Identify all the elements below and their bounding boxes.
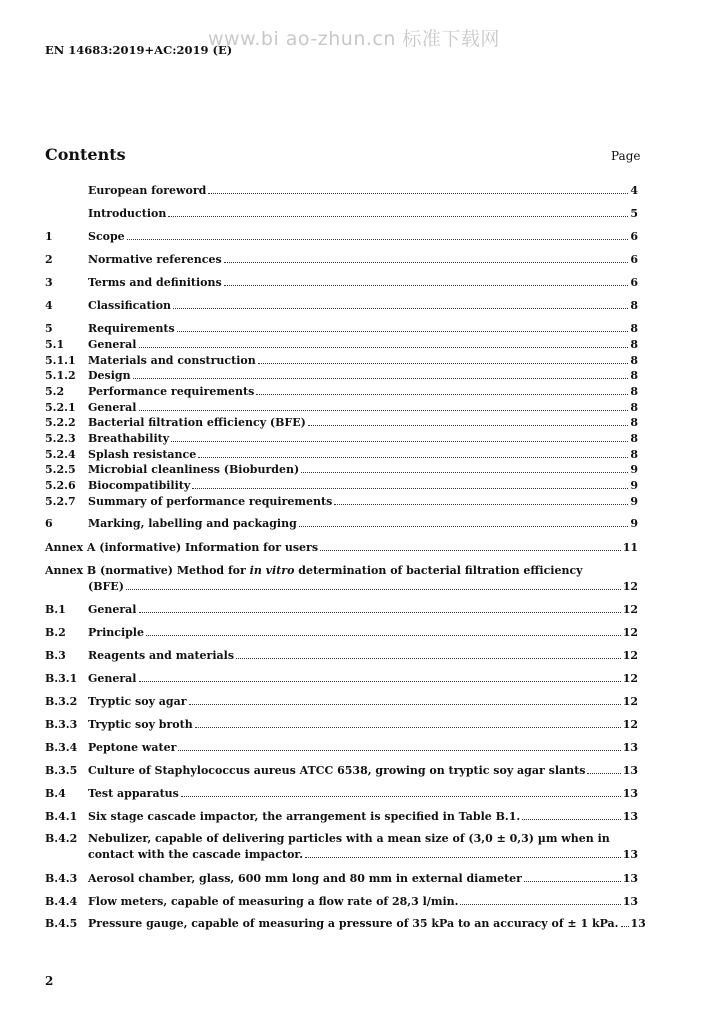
leader-dots: [208, 193, 628, 194]
leader-dots: [127, 239, 629, 240]
toc-entry-page: 8: [630, 416, 638, 429]
toc-entry-number: B.4.5: [45, 917, 78, 930]
toc-entry[interactable]: [45, 541, 638, 555]
toc-entry-title: Classification: [88, 299, 172, 312]
toc-entry-number: 5.2.2: [45, 416, 76, 429]
toc-entry-page: 8: [630, 338, 638, 351]
leader-dots: [139, 612, 621, 613]
toc-entry-page: 6: [630, 253, 638, 266]
leader-dots: [139, 681, 621, 682]
toc-entry-page: 12: [622, 718, 638, 731]
toc-entry-title: Principle: [88, 626, 144, 639]
toc-entry-page: 9: [630, 479, 638, 492]
toc-entry-title: Tryptic soy agar: [88, 695, 187, 708]
toc-entry-title: General: [88, 338, 137, 351]
toc-entry-continuation[interactable]: [88, 848, 638, 862]
toc-entry[interactable]: [45, 463, 638, 477]
toc-entry-page: 13: [622, 848, 638, 861]
toc-entry[interactable]: [45, 695, 638, 709]
toc-entry-title: Splash resistance: [88, 448, 197, 461]
leader-dots: [133, 378, 629, 379]
toc-entry-number: B.3.5: [45, 764, 78, 777]
toc-entry-number: 5.1.2: [45, 369, 76, 382]
toc-entry-number: B.3.1: [45, 672, 78, 685]
leader-dots: [320, 550, 621, 551]
toc-entry[interactable]: [45, 718, 638, 732]
toc-entry-number: 6: [45, 517, 53, 530]
toc-entry-number: B.3.3: [45, 718, 78, 731]
toc-entry[interactable]: [45, 517, 638, 531]
toc-entry-number: 5.2.1: [45, 401, 76, 414]
toc-entry[interactable]: [45, 810, 638, 824]
toc-entry-title: Bacterial filtration efficiency (BFE): [88, 416, 306, 429]
toc-entry-number: B.4: [45, 787, 66, 800]
toc-entry-number: B.3.4: [45, 741, 78, 754]
toc-entry-page: 8: [630, 354, 638, 367]
toc-entry-page: 11: [622, 541, 638, 554]
leader-dots: [224, 285, 629, 286]
toc-entry-number: 5.2.4: [45, 448, 76, 461]
leader-dots: [192, 488, 628, 489]
toc-entry-number: B.4.3: [45, 872, 78, 885]
leader-dots: [258, 363, 629, 364]
toc-entry-page: 8: [630, 385, 638, 398]
toc-entry[interactable]: [45, 603, 638, 617]
leader-dots: [173, 308, 628, 309]
toc-entry-number: 1: [45, 230, 53, 243]
toc-entry-page: 12: [622, 603, 638, 616]
toc-entry-title: Materials and construction: [88, 354, 256, 367]
toc-entry-number: 5.2.5: [45, 463, 76, 476]
toc-entry-page: 13: [622, 741, 638, 754]
toc-entry-page: 5: [630, 207, 638, 220]
toc-entry[interactable]: [45, 401, 638, 415]
leader-dots: [195, 727, 621, 728]
leader-dots: [299, 526, 629, 527]
toc-entry[interactable]: [45, 369, 638, 383]
toc-entry-number: B.2: [45, 626, 66, 639]
toc-entry[interactable]: [45, 764, 638, 778]
toc-entry[interactable]: [45, 741, 638, 755]
toc-entry-page: 12: [622, 626, 638, 639]
toc-entry[interactable]: [45, 787, 638, 801]
toc-entry-title: General: [88, 672, 137, 685]
toc-entry[interactable]: [45, 432, 638, 446]
toc-entry-title: Peptone water: [88, 741, 177, 754]
toc-entry-page: 8: [630, 322, 638, 335]
toc-entry-page: 12: [622, 672, 638, 685]
toc-entry[interactable]: [45, 872, 638, 886]
toc-entry-number: 5.2.6: [45, 479, 76, 492]
toc-entry-page: 13: [622, 872, 638, 885]
toc-entry-title: Normative references: [88, 253, 222, 266]
toc-entry-title-part: determination of bacterial filtration efficiency: [294, 564, 583, 577]
toc-entry-number: B.4.2: [45, 832, 78, 845]
toc-entry[interactable]: [45, 322, 638, 336]
toc-entry[interactable]: [45, 338, 638, 352]
toc-entry-continuation[interactable]: [88, 580, 638, 594]
toc-entry-page: 9: [630, 517, 638, 530]
toc-entry[interactable]: [45, 672, 638, 686]
toc-entry-number: 5.2.3: [45, 432, 76, 445]
toc-entry-title: Reagents and materials: [88, 649, 235, 662]
toc-entry-title: Summary of performance requirements: [88, 495, 333, 508]
toc-entry-title: Tryptic soy broth: [88, 718, 193, 731]
leader-dots: [256, 394, 628, 395]
toc-entry[interactable]: [45, 230, 638, 244]
toc-entry-title: Aerosol chamber, glass, 600 mm long and 80 mm in external diameter: [88, 872, 522, 885]
leader-dots: [224, 262, 629, 263]
leader-dots: [126, 589, 621, 590]
toc-entry-title: Flow meters, capable of measuring a flow rate of 28,3 l/min.: [88, 895, 459, 908]
toc-entry-title: General: [88, 603, 137, 616]
toc-entry-page: 8: [630, 432, 638, 445]
toc-entry-page: 8: [630, 448, 638, 461]
leader-dots: [198, 457, 628, 458]
toc-entry-title: Biocompatibility: [88, 479, 191, 492]
toc-entry-title: Design: [88, 369, 131, 382]
toc-entry-number: 3: [45, 276, 53, 289]
leader-dots: [177, 331, 629, 332]
leader-dots: [308, 425, 629, 426]
toc-entry-title: Breathability: [88, 432, 170, 445]
toc-entry-page: 8: [630, 299, 638, 312]
toc-entry-page: 13: [622, 787, 638, 800]
toc-entry-title: Terms and definitions: [88, 276, 222, 289]
page-title: Contents: [45, 145, 126, 164]
toc-entry-number: B.1: [45, 603, 66, 616]
toc-entry-title: Performance requirements: [88, 385, 255, 398]
toc-entry[interactable]: [45, 626, 638, 640]
toc-entry[interactable]: [45, 276, 638, 290]
toc-entry[interactable]: [45, 253, 638, 267]
leader-dots: [236, 658, 621, 659]
toc-entry-title: European foreword: [88, 184, 207, 197]
leader-dots: [587, 773, 620, 774]
toc-entry-page: 13: [622, 810, 638, 823]
toc-entry[interactable]: [45, 649, 638, 663]
toc-entry[interactable]: [45, 917, 646, 931]
toc-entry-title: Culture of Staphylococcus aureus ATCC 6538, growing on tryptic soy agar slants: [88, 764, 586, 777]
toc-entry[interactable]: [45, 385, 638, 399]
toc-entry-title: Requirements: [88, 322, 175, 335]
toc-entry-page: 8: [630, 369, 638, 382]
toc-entry-title: contact with the cascade impactor.: [88, 848, 304, 861]
toc-entry-title: Microbial cleanliness (Bioburden): [88, 463, 300, 476]
toc-entry[interactable]: [45, 479, 638, 493]
page-column-label: Page: [611, 149, 641, 163]
leader-dots: [522, 819, 620, 820]
toc-entry-title-part: Annex B (normative) Method for: [45, 564, 250, 577]
toc-entry-number: B.4.1: [45, 810, 78, 823]
toc-entry-title: Test apparatus: [88, 787, 179, 800]
toc-entry[interactable]: [45, 207, 638, 221]
leader-dots: [171, 441, 628, 442]
leader-dots: [181, 796, 621, 797]
toc-entry-page: 9: [630, 495, 638, 508]
toc-entry[interactable]: [45, 448, 638, 462]
toc-entry-page: 12: [622, 580, 638, 593]
toc-entry[interactable]: [45, 184, 638, 198]
toc-entry-page: 12: [622, 649, 638, 662]
toc-entry[interactable]: [45, 495, 638, 509]
toc-entry-page: 6: [630, 276, 638, 289]
document-id: EN 14683:2019+AC:2019 (E): [45, 43, 233, 57]
toc-entry-title: Introduction: [88, 207, 167, 220]
toc-entry[interactable]: [45, 895, 638, 909]
page-number: 2: [45, 974, 54, 988]
leader-dots: [189, 704, 621, 705]
toc-entry-title: Pressure gauge, capable of measuring a pressure of 35 kPa to an accuracy of ± 1 kPa.: [88, 917, 619, 930]
toc-entry-page: 8: [630, 401, 638, 414]
toc-entry-title: [45, 564, 583, 578]
toc-entry-number: B.3.2: [45, 695, 78, 708]
toc-entry[interactable]: [45, 564, 638, 578]
toc-entry-number: 5.2: [45, 385, 65, 398]
toc-entry-page: 13: [630, 917, 646, 930]
toc-entry[interactable]: [45, 299, 638, 313]
toc-entry[interactable]: [45, 832, 638, 846]
leader-dots: [334, 504, 628, 505]
toc-entry-number: 5.1: [45, 338, 65, 351]
toc-entry-title: Annex A (informative) Information for users: [45, 541, 319, 554]
leader-dots: [524, 881, 621, 882]
leader-dots: [139, 410, 629, 411]
toc-entry-number: B.3: [45, 649, 66, 662]
leader-dots: [305, 857, 621, 858]
toc-entry-title: Nebulizer, capable of delivering particles with a mean size of (3,0 ± 0,3) µm when in: [88, 832, 610, 845]
toc-entry-page: 13: [622, 764, 638, 777]
leader-dots: [178, 750, 620, 751]
leader-dots: [146, 635, 621, 636]
toc-entry-number: 4: [45, 299, 53, 312]
toc-entry-page: 13: [622, 895, 638, 908]
toc-entry-number: 5: [45, 322, 53, 335]
toc-entry-number: 5.2.7: [45, 495, 76, 508]
toc-entry-number: 5.1.1: [45, 354, 76, 367]
toc-entry-title: Marking, labelling and packaging: [88, 517, 297, 530]
toc-entry-number: B.4.4: [45, 895, 78, 908]
leader-dots: [460, 904, 620, 905]
watermark-text: www.bi ao-zhun.cn 标准下载网: [208, 28, 500, 50]
toc-entry-number: 2: [45, 253, 53, 266]
toc-entry-title-italic: in vitro: [249, 564, 295, 577]
leader-dots: [139, 347, 629, 348]
toc-entry-title: Scope: [88, 230, 125, 243]
toc-entry-page: 4: [630, 184, 638, 197]
toc-entry-title: (BFE): [88, 580, 124, 593]
toc-entry-page: 9: [630, 463, 638, 476]
leader-dots: [621, 926, 629, 927]
leader-dots: [301, 472, 628, 473]
toc-entry[interactable]: [45, 354, 638, 368]
toc-entry-page: 6: [630, 230, 638, 243]
toc-entry-page: 12: [622, 695, 638, 708]
toc-entry-title: Six stage cascade impactor, the arrangement is specified in Table B.1.: [88, 810, 521, 823]
toc-entry[interactable]: [45, 416, 638, 430]
toc-entry-title: General: [88, 401, 137, 414]
leader-dots: [168, 216, 628, 217]
